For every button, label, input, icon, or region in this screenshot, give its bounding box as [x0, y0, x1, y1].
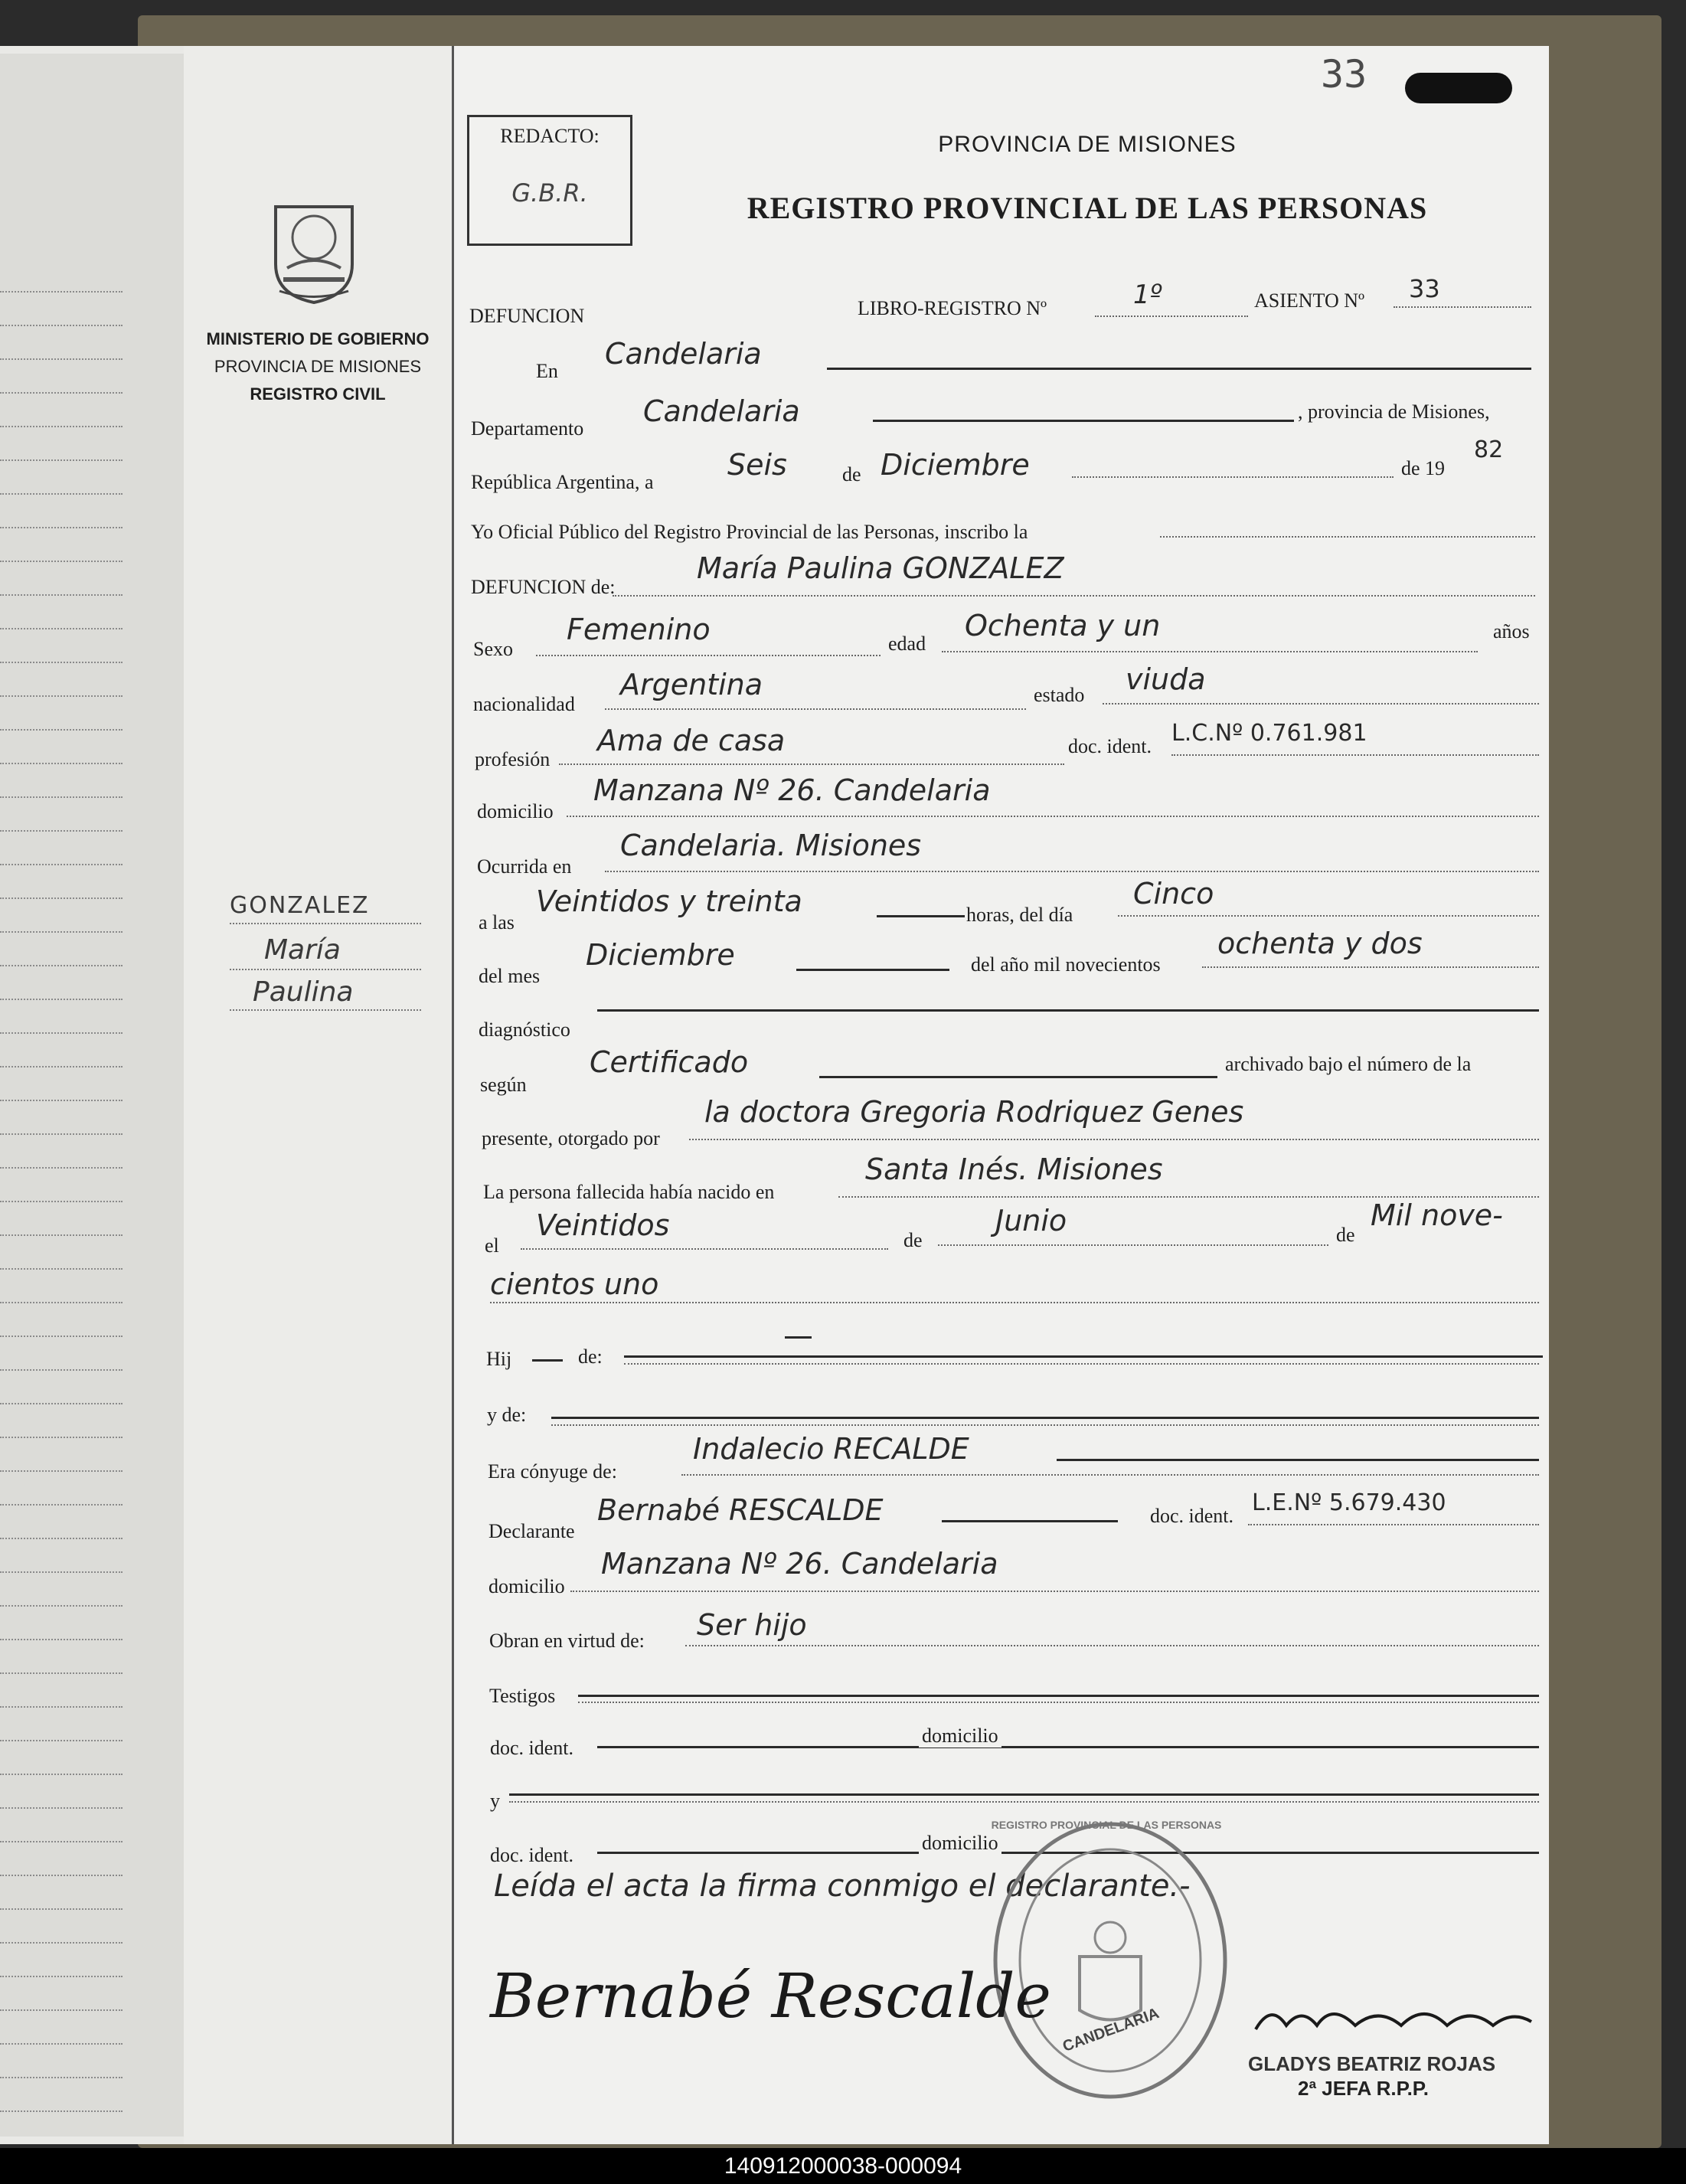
dotted-line — [681, 1474, 1539, 1476]
dotted-line — [613, 595, 1535, 597]
stamp-top-text: REGISTRO PROVINCIAL DE LAS PERSONAS — [991, 1819, 1222, 1831]
delanio-label: del año mil novecientos — [971, 953, 1161, 976]
domicilio-value: Manzana Nº 26. Candelaria — [593, 773, 991, 807]
ruled-line — [0, 1302, 123, 1303]
ruled-line — [0, 931, 123, 933]
dotted-line — [1248, 1524, 1539, 1525]
test-dom-2-label: domicilio — [919, 1832, 1001, 1855]
dotted-line — [567, 816, 1539, 817]
anio-label: de 19 — [1401, 457, 1446, 479]
declarante-doc-label: doc. ident. — [1150, 1505, 1234, 1527]
ruled-line — [0, 392, 123, 394]
declarante-domicilio-label: domicilio — [488, 1575, 565, 1597]
ruled-line — [0, 1976, 123, 1977]
ruled-line — [0, 1369, 123, 1371]
ruled-line — [0, 1672, 123, 1674]
testigos-label: Testigos — [489, 1685, 556, 1707]
anio-value: 82 — [1474, 436, 1504, 463]
ruled-line — [0, 2043, 123, 2045]
edad-value: Ochenta y un — [965, 609, 1161, 642]
dotted-line — [570, 1591, 1539, 1592]
ruled-line — [0, 830, 123, 832]
ruled-line — [0, 2009, 123, 2011]
official-signature-icon — [1248, 1999, 1539, 2045]
registry-heading: REGISTRO PROVINCIAL DE LAS PERSONAS — [747, 191, 1428, 225]
coat-of-arms-icon — [256, 191, 371, 306]
ruled-line — [0, 325, 123, 326]
conyuge-label: Era cónyuge de: — [488, 1460, 617, 1483]
nacionalidad-value: Argentina — [620, 668, 763, 701]
handwritten-dash — [819, 1076, 1217, 1078]
handwritten-dash — [509, 1793, 1539, 1796]
ruled-line — [0, 1268, 123, 1270]
official-name: GLADYS BEATRIZ ROJAS — [1248, 2052, 1496, 2075]
conyuge-value: Indalecio RECALDE — [693, 1432, 969, 1466]
ruled-line — [0, 1234, 123, 1236]
dotted-line — [1103, 703, 1539, 705]
provincia-label: , provincia de Misiones, — [1298, 401, 1490, 423]
ruled-line — [0, 729, 123, 731]
ruled-line — [0, 1504, 123, 1506]
ruled-line — [0, 1066, 123, 1067]
margin-rule — [230, 923, 421, 924]
delmes-value: Diciembre — [586, 938, 735, 972]
dotted-line — [1072, 476, 1394, 478]
dotted-line — [1171, 754, 1539, 756]
ruled-line — [0, 999, 123, 1000]
segun-value: Certificado — [590, 1045, 749, 1079]
ruled-line — [0, 426, 123, 427]
dotted-line — [536, 655, 881, 656]
dotted-line — [490, 1302, 1539, 1303]
ruled-line — [0, 897, 123, 899]
alas-value: Veintidos y treinta — [536, 884, 802, 918]
dotted-line — [1160, 536, 1535, 538]
horas-label: horas, del día — [966, 904, 1073, 926]
hij-label: Hij — [486, 1348, 512, 1370]
ruled-line — [0, 459, 123, 461]
handwritten-dash — [796, 969, 949, 971]
margin-given-name-1: María — [264, 934, 341, 966]
ruled-line — [0, 864, 123, 865]
ruled-line — [0, 1571, 123, 1573]
ministry-line-3: REGISTRO CIVIL — [250, 384, 386, 404]
de-label: de — [842, 463, 861, 486]
page-number: 33 — [1321, 52, 1367, 96]
archivado-label: archivado bajo el número de la — [1225, 1053, 1472, 1075]
y-label: y — [490, 1790, 500, 1812]
dotted-line — [1118, 915, 1539, 917]
ink-blot — [1405, 73, 1512, 103]
ruled-line — [0, 662, 123, 663]
official-title: 2ª JEFA R.P.P. — [1298, 2077, 1430, 2100]
ruled-line — [0, 1538, 123, 1539]
el-label: el — [485, 1234, 499, 1257]
dotted-line — [559, 763, 1064, 765]
margin-rule — [230, 1009, 421, 1011]
margin-rule — [230, 969, 421, 970]
margin-given-name-2: Paulina — [253, 976, 354, 1008]
hij-de-label: de: — [578, 1345, 603, 1368]
dotted-line — [938, 1244, 1328, 1246]
segun-label: según — [480, 1074, 527, 1096]
sexo-value: Femenino — [567, 613, 711, 646]
declarante-doc-value: L.E.Nº 5.679.430 — [1252, 1489, 1446, 1516]
test-doc-1-label: doc. ident. — [490, 1737, 574, 1759]
republica-label: República Argentina, a — [471, 471, 654, 493]
dotted-line — [624, 1363, 1539, 1365]
domicilio-label: domicilio — [477, 800, 554, 822]
ruled-line — [0, 1470, 123, 1472]
handwritten-dash — [877, 915, 965, 917]
ruled-line — [0, 763, 123, 764]
handwritten-dash — [785, 1336, 812, 1339]
handwritten-dash — [532, 1359, 563, 1362]
ministry-line-1: MINISTERIO DE GOBIERNO — [206, 329, 430, 348]
libro-label: LIBRO-REGISTRO Nº — [858, 297, 1047, 319]
ruled-line — [0, 493, 123, 495]
ruled-line — [0, 594, 123, 596]
ruled-line — [0, 1133, 123, 1135]
ruled-line — [0, 2110, 123, 2112]
handwritten-dash — [597, 1746, 1539, 1748]
redacto-label: REDACTO: — [500, 125, 600, 147]
dotted-line — [521, 1248, 888, 1250]
ruled-line — [0, 628, 123, 629]
handwritten-dash — [551, 1417, 1539, 1419]
asiento-value: 33 — [1409, 274, 1440, 303]
ruled-line — [0, 1841, 123, 1842]
ruled-line — [0, 1908, 123, 1910]
presente-label: presente, otorgado por — [482, 1127, 660, 1149]
dia-defuncion-value: Cinco — [1133, 877, 1214, 911]
dotted-line — [605, 708, 1026, 710]
doc-value: L.C.Nº 0.761.981 — [1171, 720, 1367, 747]
dotted-line — [685, 1645, 1539, 1646]
ocurrida-value: Candelaria. Misiones — [620, 829, 922, 862]
ruled-line — [0, 1774, 123, 1775]
ruled-line — [0, 1740, 123, 1741]
ruled-line — [0, 1100, 123, 1101]
ruled-line — [0, 1437, 123, 1438]
handwritten-dash — [597, 1009, 1539, 1012]
handwritten-dash — [624, 1355, 1543, 1358]
dotted-line — [1202, 966, 1539, 968]
ruled-line — [0, 1639, 123, 1640]
profesion-label: profesión — [475, 748, 551, 770]
handwritten-dash — [578, 1695, 1539, 1697]
footer-code: 140912000038-000094 — [724, 2153, 962, 2179]
ruled-line — [0, 1605, 123, 1607]
handwritten-dash — [827, 368, 1531, 370]
estado-label: estado — [1034, 684, 1085, 706]
declarante-label: Declarante — [488, 1520, 575, 1542]
mes-value: Diciembre — [881, 448, 1030, 482]
deceased-name: María Paulina GONZALEZ — [697, 551, 1064, 585]
defuncion-de-label: DEFUNCION de: — [471, 576, 616, 598]
leida-value: Leída el acta la firma conmigo el declarante.- — [494, 1868, 1191, 1904]
ruled-line — [0, 1403, 123, 1404]
dotted-line — [605, 871, 1539, 872]
defuncion-label: DEFUNCION — [469, 305, 585, 327]
ruled-line — [0, 561, 123, 562]
nac-dia-value: Veintidos — [536, 1208, 670, 1242]
yde-label: y de: — [487, 1404, 527, 1426]
ruled-line — [0, 695, 123, 697]
ruled-line — [0, 965, 123, 966]
redacto-value: G.B.R. — [511, 178, 588, 208]
de3-label: de — [1336, 1224, 1355, 1246]
de2-label: de — [903, 1229, 923, 1251]
diagnostico-label: diagnóstico — [479, 1018, 570, 1041]
ruled-line — [0, 1875, 123, 1876]
en-value: Candelaria — [605, 337, 762, 371]
delmes-label: del mes — [479, 965, 541, 987]
nac-anio-value-2: cientos uno — [490, 1267, 659, 1301]
ministry-block — [191, 325, 444, 408]
ruled-line — [0, 1167, 123, 1169]
dotted-line — [1095, 316, 1248, 317]
ocurrida-label: Ocurrida en — [477, 855, 572, 878]
nacido-value: Santa Inés. Misiones — [865, 1152, 1163, 1186]
ruled-line — [0, 358, 123, 360]
dia-value: Seis — [727, 448, 787, 482]
departamento-value: Candelaria — [643, 394, 800, 428]
declarante-domicilio-value: Manzana Nº 26. Candelaria — [601, 1547, 998, 1581]
dotted-line — [509, 1801, 1539, 1803]
presente-value: la doctora Gregoria Rodriquez Genes — [704, 1095, 1244, 1129]
dotted-line — [689, 1139, 1539, 1140]
margin-surname: GONZALEZ — [230, 892, 370, 919]
delanio-value: ochenta y dos — [1217, 927, 1423, 960]
ruled-line — [0, 1032, 123, 1034]
departamento-label: Departamento — [471, 417, 584, 440]
nacido-label: La persona fallecida había nacido en — [483, 1181, 775, 1203]
dotted-line — [838, 1196, 1539, 1198]
libro-value: 1º — [1133, 280, 1162, 310]
declarante-signature: Bernabé Rescalde — [490, 1960, 1051, 2032]
sexo-label: Sexo — [473, 638, 513, 660]
ruled-line — [0, 1706, 123, 1708]
test-dom-1-label: domicilio — [919, 1725, 1001, 1748]
dotted-line — [1394, 306, 1531, 308]
handwritten-dash — [942, 1520, 1118, 1522]
profesion-value: Ama de casa — [597, 724, 786, 757]
test-doc-2-label: doc. ident. — [490, 1844, 574, 1866]
ruled-line — [0, 1807, 123, 1809]
redacto-box — [467, 115, 632, 246]
handwritten-dash — [873, 420, 1294, 422]
ruled-line — [0, 1942, 123, 1944]
ruled-line — [0, 1201, 123, 1202]
ruled-line — [0, 1336, 123, 1337]
ruled-line — [0, 796, 123, 798]
declarante-value: Bernabé RESCALDE — [597, 1493, 884, 1527]
edad-label: edad — [888, 633, 926, 655]
nac-anio-value-1: Mil nove- — [1371, 1198, 1503, 1232]
nacionalidad-label: nacionalidad — [473, 693, 575, 715]
doc-label: doc. ident. — [1068, 735, 1152, 757]
dotted-line — [942, 651, 1478, 652]
ministry-line-2: PROVINCIA DE MISIONES — [214, 357, 422, 376]
handwritten-dash — [1057, 1459, 1539, 1461]
alas-label: a las — [479, 911, 515, 933]
ruled-line — [0, 527, 123, 528]
nac-mes-value: Junio — [995, 1204, 1067, 1237]
oficial-text: Yo Oficial Público del Registro Provincial de las Personas, inscribo la — [471, 521, 1028, 543]
ruled-line — [0, 291, 123, 293]
obran-label: Obran en virtud de: — [489, 1630, 645, 1652]
dotted-line — [578, 1702, 1539, 1703]
province-heading: PROVINCIA DE MISIONES — [938, 132, 1237, 157]
asiento-label: ASIENTO Nº — [1254, 289, 1365, 312]
ruled-line — [0, 2077, 123, 2078]
dotted-line — [551, 1424, 1539, 1426]
anios-label: años — [1493, 620, 1530, 642]
en-label: En — [536, 360, 558, 382]
previous-page-edge — [0, 54, 185, 2137]
stamp-center-text: CANDELARIA — [1060, 2005, 1162, 2055]
obran-value: Ser hijo — [697, 1608, 807, 1642]
estado-value: viuda — [1126, 662, 1206, 696]
